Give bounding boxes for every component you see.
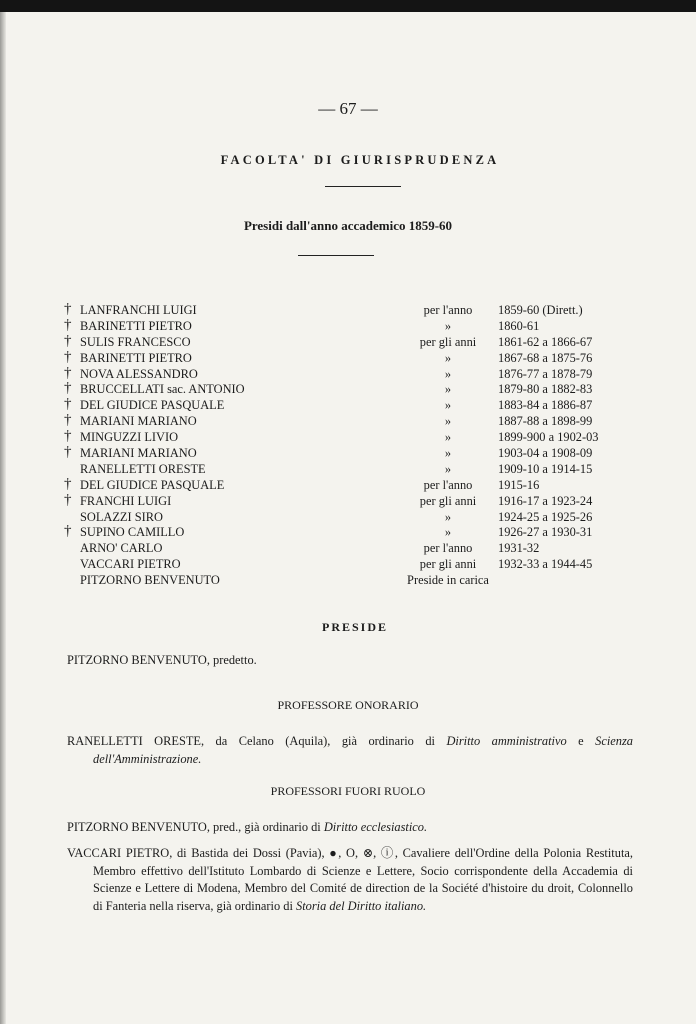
dean-years: 1887-88 a 1898-99 — [498, 414, 593, 429]
dean-row — [64, 303, 644, 319]
dean-years: 1879-80 a 1882-83 — [498, 382, 593, 397]
dean-cross-icon: † — [64, 380, 72, 397]
dean-years: 1859-60 (Dirett.) — [498, 303, 583, 317]
dean-period: » — [444, 430, 452, 445]
dean-row — [64, 398, 644, 414]
onorario-text: , da Celano (Aquila), già ordinario di — [200, 734, 447, 748]
dean-period: per l'anno — [423, 303, 473, 317]
dean-row — [64, 414, 644, 430]
dean-years: 1903-04 a 1908-09 — [498, 446, 593, 461]
dean-row — [64, 332, 644, 351]
dean-name: BARINETTI PIETRO — [80, 350, 192, 365]
dean-name: SOLAZZI SIRO — [80, 509, 163, 524]
fuori-ruolo-entry-1-name: PITZORNO BENVENUTO — [67, 820, 207, 834]
fuori-ruolo-entry-1-subject: Diritto ecclesiastico. — [323, 820, 428, 834]
fuori-ruolo-entry-2-text: , di Bastida dei Dossi (Pavia), ●, O, ⊗, ⓘ, Cavaliere dell'Ordine della Polonia Restituta, Membro effettivo dell'Istituto Lombardo di Scienze e Lettere, Socio corrispondente della Accademia di Scienze e Lettere di Modena, Membro del Comité de direction de la Société d'histoire du droit, Colonnello di Fanteria nella riserva, già ordinario di — [93, 846, 633, 913]
dean-name: FRANCHI LUIGI — [80, 493, 172, 508]
dean-row — [64, 475, 644, 494]
fuori-ruolo-entry-1 — [67, 819, 633, 837]
fuori-ruolo-entry-2-name: VACCARI PIETRO — [67, 846, 170, 860]
dean-period: per gli anni — [419, 334, 477, 349]
dean-name: ARNO' CARLO — [80, 541, 163, 556]
dean-period: per gli anni — [419, 493, 477, 508]
dean-years: 1867-68 a 1875-76 — [498, 350, 593, 365]
dean-period: » — [444, 414, 452, 429]
dean-name: LANFRANCHI LUIGI — [80, 303, 197, 317]
dean-period: Preside in carica — [407, 573, 489, 588]
dean-years: 1909-10 a 1914-15 — [498, 461, 593, 476]
dean-row — [64, 446, 644, 462]
dean-row — [64, 491, 644, 510]
preside-entry: PITZORNO BENVENUTO, predetto. — [67, 653, 257, 667]
dean-row — [64, 573, 644, 589]
dean-period: » — [444, 461, 452, 476]
dean-years: 1899-900 a 1902-03 — [498, 430, 599, 445]
subtitle-divider — [298, 255, 374, 256]
dean-name: MINGUZZI LIVIO — [80, 430, 179, 445]
dean-period: » — [444, 398, 452, 413]
dean-cross-icon: † — [64, 348, 72, 365]
fuori-ruolo-entry-1-text: , pred., già ordinario di — [206, 820, 324, 834]
preside-heading: PRESIDE — [321, 620, 388, 634]
dean-cross-icon: † — [64, 412, 72, 429]
dean-name: VACCARI PIETRO — [80, 557, 181, 572]
dean-cross-icon: † — [64, 523, 72, 540]
dean-period: » — [444, 509, 452, 524]
faculty-title: FACOLTA' DI GIURISPRUDENZA — [220, 153, 500, 167]
dean-years: 1876-77 a 1878-79 — [498, 366, 593, 381]
dean-years: 1915-16 — [498, 477, 540, 492]
dean-name: NOVA ALESSANDRO — [80, 366, 198, 381]
onorario-entry — [67, 733, 633, 768]
dean-name: BRUCCELLATI sac. ANTONIO — [80, 382, 245, 397]
dean-name: MARIANI MARIANO — [80, 446, 197, 461]
dean-cross-icon: † — [64, 316, 72, 333]
dean-row — [64, 525, 644, 541]
onorario-conj: e — [566, 734, 596, 748]
onorario-subject-2: Scienza dell'Amministrazione. — [93, 734, 634, 766]
dean-row — [64, 364, 644, 383]
dean-name: SUPINO CAMILLO — [80, 525, 185, 540]
dean-period: per gli anni — [419, 557, 477, 572]
fuori-ruolo-entry-2 — [67, 845, 633, 915]
dean-name: DEL GIUDICE PASQUALE — [80, 477, 225, 492]
dean-cross-icon: † — [64, 396, 72, 413]
dean-period: » — [444, 366, 452, 381]
dean-period: » — [444, 382, 452, 397]
fuori-ruolo-heading: PROFESSORI FUORI RUOLO — [270, 784, 426, 798]
dean-cross-icon: † — [64, 301, 72, 317]
dean-row — [64, 510, 644, 526]
fuori-ruolo-entry-2-subject: Storia del Diritto italiano. — [296, 898, 427, 913]
dean-period: per l'anno — [423, 477, 473, 492]
dean-years: 1931-32 — [498, 541, 540, 556]
dean-cross-icon: † — [64, 428, 72, 445]
dean-years: 1861-62 a 1866-67 — [498, 334, 593, 349]
dean-years: 1932-33 a 1944-45 — [498, 557, 593, 572]
onorario-subject-1: Diritto amministrativo — [446, 734, 567, 748]
dean-years: 1924-25 a 1925-26 — [498, 509, 593, 524]
dean-name: BARINETTI PIETRO — [80, 318, 192, 333]
dean-name: RANELLETTI ORESTE — [80, 461, 206, 476]
dean-row — [64, 382, 644, 398]
dean-years: 1916-17 a 1923-24 — [498, 493, 593, 508]
dean-period: » — [444, 525, 452, 540]
dean-period: per l'anno — [423, 541, 473, 556]
dean-name: SULIS FRANCESCO — [80, 334, 191, 349]
dean-years: 1926-27 a 1930-31 — [498, 525, 593, 540]
deans-subtitle: Presidi dall'anno accademico 1859-60 — [243, 218, 453, 233]
dean-period: » — [444, 350, 452, 365]
dean-row — [64, 557, 644, 573]
dean-cross-icon: † — [64, 332, 72, 349]
dean-name: MARIANI MARIANO — [80, 414, 197, 429]
dean-name: PITZORNO BENVENUTO — [80, 573, 220, 588]
dean-cross-icon: † — [64, 491, 72, 508]
dean-row — [64, 541, 644, 557]
dean-cross-icon: † — [64, 475, 72, 492]
dean-years: 1860-61 — [498, 318, 540, 333]
dean-row — [64, 348, 644, 367]
scan-top-border — [0, 0, 696, 12]
title-divider — [325, 186, 401, 187]
dean-row — [64, 430, 644, 446]
dean-cross-icon: † — [64, 364, 72, 381]
dean-period: » — [444, 318, 452, 333]
dean-row — [64, 316, 644, 335]
deans-table — [64, 303, 644, 589]
dean-period: » — [444, 446, 452, 461]
page-number: — 67 — — [318, 99, 378, 118]
onorario-heading: PROFESSORE ONORARIO — [277, 698, 419, 712]
dean-name: DEL GIUDICE PASQUALE — [80, 398, 225, 413]
dean-years: 1883-84 a 1886-87 — [498, 398, 593, 413]
dean-row — [64, 462, 644, 478]
onorario-name: RANELLETTI ORESTE — [67, 734, 201, 748]
dean-cross-icon: † — [64, 444, 72, 461]
